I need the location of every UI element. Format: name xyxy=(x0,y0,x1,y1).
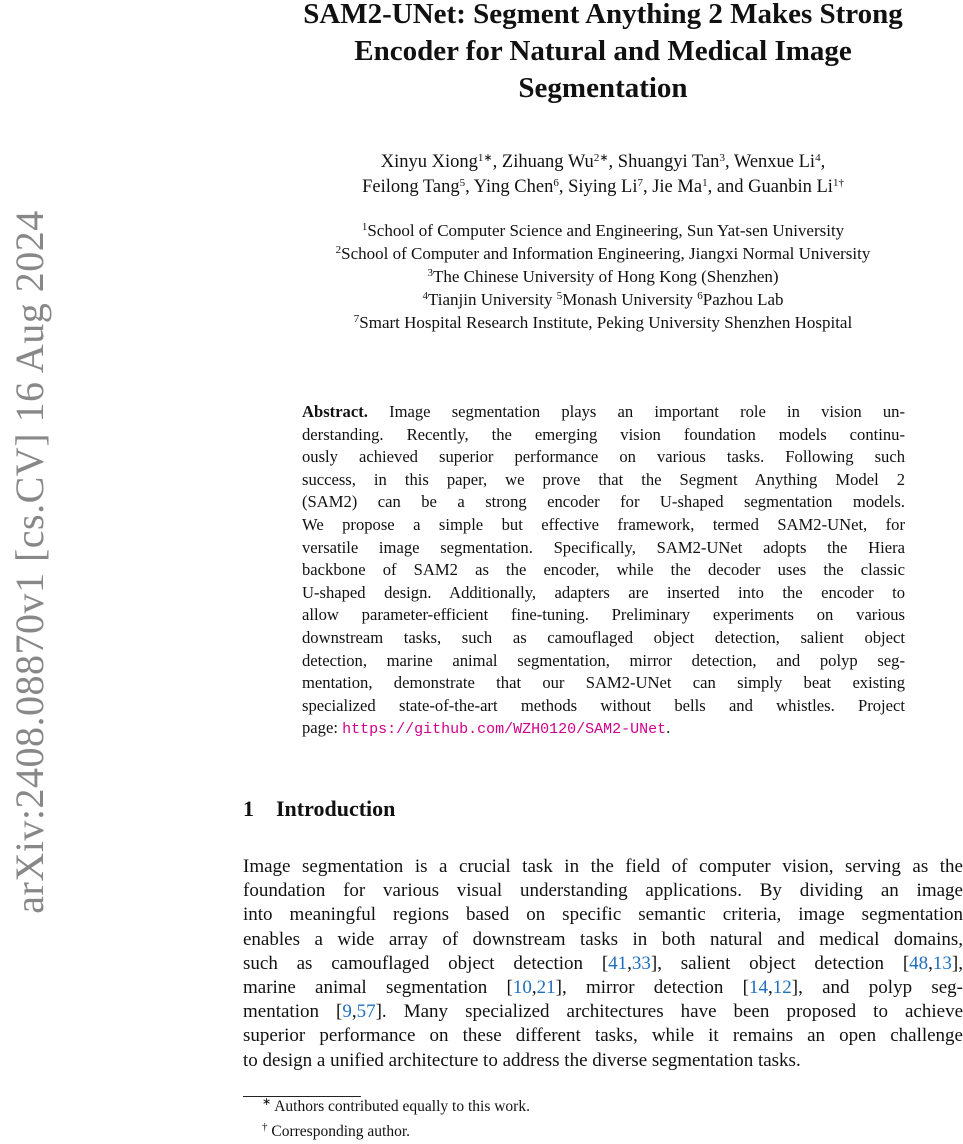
citation-link[interactable]: 14 xyxy=(749,977,769,999)
text-run: Tianjin University xyxy=(427,290,557,309)
text-line xyxy=(243,219,963,242)
text-run: Image segmentation plays an important role in vision un- xyxy=(367,402,905,421)
text-line xyxy=(302,491,905,514)
text-run: versatile image segmentation. Specifically, SAM2-UNet adopts the Hiera xyxy=(302,537,905,557)
title-line: Segmentation xyxy=(518,72,688,104)
text-run: Xinyu Xiong xyxy=(380,152,478,172)
citation-link[interactable]: 12 xyxy=(772,977,792,999)
text-run: marine animal segmentation [ xyxy=(243,977,513,999)
text-line xyxy=(302,604,905,627)
superscript-marker: ∗ xyxy=(262,1096,272,1108)
text-run: School of Computer Science and Engineering, Sun Yat-sen University xyxy=(367,221,845,240)
text-line xyxy=(302,446,905,469)
superscript-marker: † xyxy=(262,1121,268,1133)
text-run: mentation, demonstrate that our SAM2-UNet can simply beat existing xyxy=(302,673,905,693)
text-run: , xyxy=(820,152,826,172)
text-run: derstanding. Recently, the emerging vision foundation models continu- xyxy=(302,424,905,444)
text-line xyxy=(243,928,963,952)
text-line xyxy=(302,537,905,560)
citation-link[interactable]: 33 xyxy=(631,952,651,974)
superscript-marker: 6 xyxy=(553,177,559,189)
superscript-marker: 1∗ xyxy=(477,152,493,164)
section-heading xyxy=(243,796,395,822)
text-line xyxy=(243,175,963,200)
citation-link[interactable]: 9 xyxy=(342,1001,352,1023)
text-run: ], salient object detection [ xyxy=(650,952,910,974)
text-line xyxy=(243,150,963,175)
text-line xyxy=(302,650,905,673)
project-url-link[interactable]: https://github.com/WZH0120/SAM2-UNet xyxy=(342,721,667,739)
text-run: The Chinese University of Hong Kong (Shenzhen) xyxy=(432,267,779,286)
text-line xyxy=(302,469,905,492)
section-number: 1 xyxy=(243,796,254,821)
text-run: , Shuangyi Tan xyxy=(608,152,720,172)
footnote-equal-contribution xyxy=(262,1098,530,1116)
text-run: , xyxy=(928,952,933,974)
text-run: Authors contributed equally to this work. xyxy=(271,1098,530,1115)
text-line xyxy=(302,582,905,605)
citation-link[interactable]: 13 xyxy=(932,952,952,974)
text-run: Pazhou Lab xyxy=(702,290,784,309)
text-line xyxy=(243,952,963,976)
text-run: , Jie Ma xyxy=(642,177,703,197)
paper-title xyxy=(243,0,963,107)
text-run: detection, marine animal segmentation, mirror detection, and polyp seg- xyxy=(302,650,905,670)
text-line xyxy=(243,242,963,265)
text-run: page: xyxy=(302,718,343,738)
text-run: to design a unified architecture to address the diverse segmentation tasks. xyxy=(243,1049,801,1071)
text-run: , xyxy=(768,977,773,999)
introduction-paragraph xyxy=(243,855,963,1073)
text-run: success, in this paper, we prove that the Segment Anything Model 2 xyxy=(302,469,905,489)
superscript-marker: 6 xyxy=(697,290,703,302)
superscript-marker: 5 xyxy=(459,177,466,189)
text-run: (SAM2) can be a strong encoder for U-shaped segmentation models. xyxy=(302,492,905,512)
text-run: backbone of SAM2 as the encoder, while the decoder uses the classic xyxy=(302,560,905,580)
text-line xyxy=(302,559,905,582)
text-run: Feilong Tang xyxy=(362,177,460,197)
text-run: . xyxy=(666,718,671,738)
superscript-marker: 3 xyxy=(427,267,433,279)
footnote-rule xyxy=(243,1096,361,1097)
superscript-marker: 7 xyxy=(353,313,360,325)
citation-link[interactable]: 41 xyxy=(608,952,628,974)
superscript-marker: 2∗ xyxy=(593,152,609,164)
author-list xyxy=(243,150,963,200)
text-run: ], and polyp seg- xyxy=(791,977,963,999)
text-run: , xyxy=(531,977,537,999)
text-run: We propose a simple but effective framework, termed SAM2-UNet, for xyxy=(302,514,905,534)
citation-link[interactable]: 48 xyxy=(909,952,929,974)
text-line xyxy=(243,1000,963,1024)
text-line xyxy=(243,265,963,288)
text-run: such as camouflaged object detection [ xyxy=(243,952,609,974)
text-run: ], mirror detection [ xyxy=(555,977,750,999)
affiliation-list xyxy=(243,219,963,334)
superscript-marker: 7 xyxy=(637,177,643,189)
text-line xyxy=(243,976,963,1000)
text-run: , xyxy=(627,952,632,974)
text-run: superior performance on these different tasks, while it remains an open challenge xyxy=(243,1025,963,1047)
abstract xyxy=(302,401,905,742)
text-run: Smart Hospital Research Institute, Peking University Shenzhen Hospital xyxy=(359,313,853,332)
text-run: ously achieved superior performance on various tasks. Following such xyxy=(302,447,905,467)
text-line xyxy=(243,903,963,927)
abstract-label: Abstract. xyxy=(302,402,368,421)
text-run: Image segmentation is a crucial task in the field of computer vision, serving as the xyxy=(243,856,963,877)
superscript-marker: 1† xyxy=(832,177,844,189)
text-run: foundation for various visual understanding applications. By dividing an image xyxy=(243,880,963,902)
citation-link[interactable]: 10 xyxy=(512,977,532,999)
arxiv-identifier-stamp: arXiv:2408.08870v1 [cs.CV] 16 Aug 2024 xyxy=(7,210,52,914)
superscript-marker: 1 xyxy=(702,177,708,189)
text-run: ]. Many specialized architectures have been proposed to achieve xyxy=(375,1001,963,1023)
superscript-marker: 3 xyxy=(719,152,725,164)
text-run: Corresponding author. xyxy=(267,1123,410,1140)
text-run: , Wenxue Li xyxy=(724,152,816,172)
text-line xyxy=(243,1024,963,1048)
text-line xyxy=(302,627,905,650)
text-run: mentation [ xyxy=(243,1001,343,1023)
text-line xyxy=(302,695,905,718)
text-line xyxy=(243,288,963,311)
title-line: SAM2-UNet: Segment Anything 2 Makes Strong xyxy=(303,0,903,30)
text-line xyxy=(302,717,905,742)
superscript-marker: 1 xyxy=(361,221,368,233)
footnote-corresponding-author xyxy=(262,1123,410,1141)
text-run: enables a wide array of downstream tasks in both natural and medical domains, xyxy=(243,928,963,950)
text-run: specialized state-of-the-art methods without bells and whistles. Project xyxy=(302,695,905,715)
title-line: Encoder for Natural and Medical Image xyxy=(354,35,852,67)
text-line xyxy=(243,311,963,334)
superscript-marker: 4 xyxy=(815,152,821,164)
text-run: School of Computer and Information Engineering, Jiangxi Normal University xyxy=(341,244,871,263)
citation-link[interactable]: 57 xyxy=(356,1001,376,1023)
text-line xyxy=(243,879,963,903)
text-run: , Siying Li xyxy=(558,177,638,197)
text-line xyxy=(302,401,905,424)
section-title: Introduction xyxy=(276,796,396,821)
text-run: downstream tasks, such as camouflaged object detection, salient object xyxy=(302,627,905,647)
superscript-marker: 5 xyxy=(556,290,563,302)
text-line xyxy=(243,855,963,879)
text-run: , and Guanbin Li xyxy=(707,177,833,197)
text-run: ], xyxy=(951,952,963,974)
text-run: Monash University xyxy=(562,290,698,309)
citation-link[interactable]: 21 xyxy=(536,977,556,999)
text-run: into meaningful regions based on specific semantic criteria, image segmentation xyxy=(243,904,963,926)
text-line xyxy=(243,1049,963,1073)
text-line xyxy=(302,672,905,695)
text-run: , Zihuang Wu xyxy=(492,152,594,172)
text-run: , Ying Chen xyxy=(465,177,554,197)
text-run: , xyxy=(351,1001,357,1023)
text-line xyxy=(302,514,905,537)
superscript-marker: 4 xyxy=(422,290,428,302)
text-line xyxy=(302,424,905,447)
text-run: U-shaped design. Additionally, adapters are inserted into the encoder to xyxy=(302,582,905,602)
text-run: allow parameter-efficient fine-tuning. Preliminary experiments on various xyxy=(302,605,905,625)
superscript-marker: 2 xyxy=(335,244,342,256)
